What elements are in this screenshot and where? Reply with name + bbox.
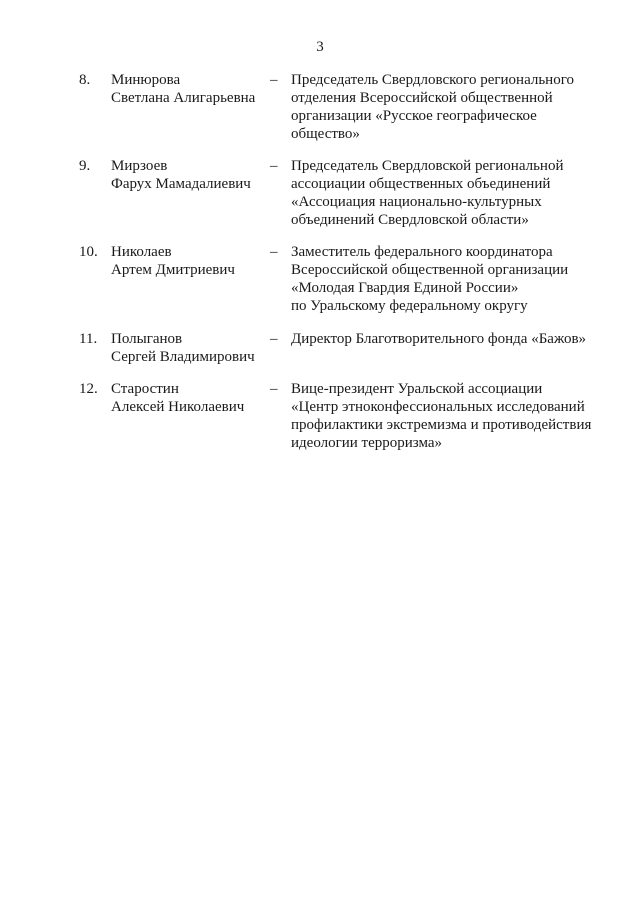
position-line: Заместитель федерального координатора (291, 244, 553, 260)
position-line: ассоциации общественных объединений (291, 176, 551, 192)
member-name (111, 71, 271, 107)
item-number: 8. (79, 72, 91, 88)
dash-separator: – (270, 158, 278, 174)
position-line: «Ассоциация национально-культурных (291, 194, 542, 210)
position-line: отделения Всероссийской общественной (291, 90, 553, 106)
position-line: Директор Благотворительного фонда «Бажов» (291, 331, 587, 347)
dash-separator: – (270, 331, 278, 347)
list-item (0, 330, 640, 380)
member-name (111, 380, 271, 416)
member-position (291, 157, 611, 229)
dash-separator: – (270, 381, 278, 397)
dash-separator: – (270, 244, 278, 260)
member-position (291, 243, 611, 315)
page-number: 3 (316, 39, 324, 55)
position-line: организации «Русское географическое (291, 108, 537, 124)
member-list (0, 71, 640, 466)
position-line: «Центр этноконфессиональных исследований (291, 399, 585, 415)
member-surname: Минюрова (111, 72, 181, 88)
item-number: 11. (79, 331, 98, 347)
position-line: объединений Свердловской области» (291, 212, 529, 228)
member-position (291, 380, 611, 452)
member-given-name: Светлана Алигарьевна (111, 90, 256, 106)
position-line: профилактики экстремизма и противодействия (291, 417, 592, 433)
item-number: 12. (79, 381, 98, 397)
member-name (111, 243, 271, 279)
member-given-name: Фарух Мамадалиевич (111, 176, 251, 192)
member-position (291, 330, 611, 348)
dash-separator: – (270, 72, 278, 88)
position-line: «Молодая Гвардия Единой России» (291, 280, 519, 296)
member-position (291, 71, 611, 143)
member-surname: Николаев (111, 244, 172, 260)
position-line: Председатель Свердловской региональной (291, 158, 564, 174)
member-given-name: Артем Дмитриевич (111, 262, 235, 278)
position-line: Вице-президент Уральской ассоциации (291, 381, 543, 397)
list-item (0, 71, 640, 157)
member-surname: Старостин (111, 381, 179, 397)
member-given-name: Алексей Николаевич (111, 399, 245, 415)
position-line: общество» (291, 126, 360, 142)
member-surname: Полыганов (111, 331, 183, 347)
item-number: 9. (79, 158, 91, 174)
list-item (0, 380, 640, 466)
list-item (0, 157, 640, 243)
position-line: идеологии терроризма» (291, 435, 443, 451)
item-number: 10. (79, 244, 98, 260)
position-line: Председатель Свердловского регионального (291, 72, 574, 88)
member-name (111, 157, 271, 193)
member-surname: Мирзоев (111, 158, 168, 174)
position-line: Всероссийской общественной организации (291, 262, 569, 278)
position-line: по Уральскому федеральному округу (291, 298, 528, 314)
member-given-name: Сергей Владимирович (111, 349, 255, 365)
list-item (0, 243, 640, 330)
member-name (111, 330, 271, 366)
